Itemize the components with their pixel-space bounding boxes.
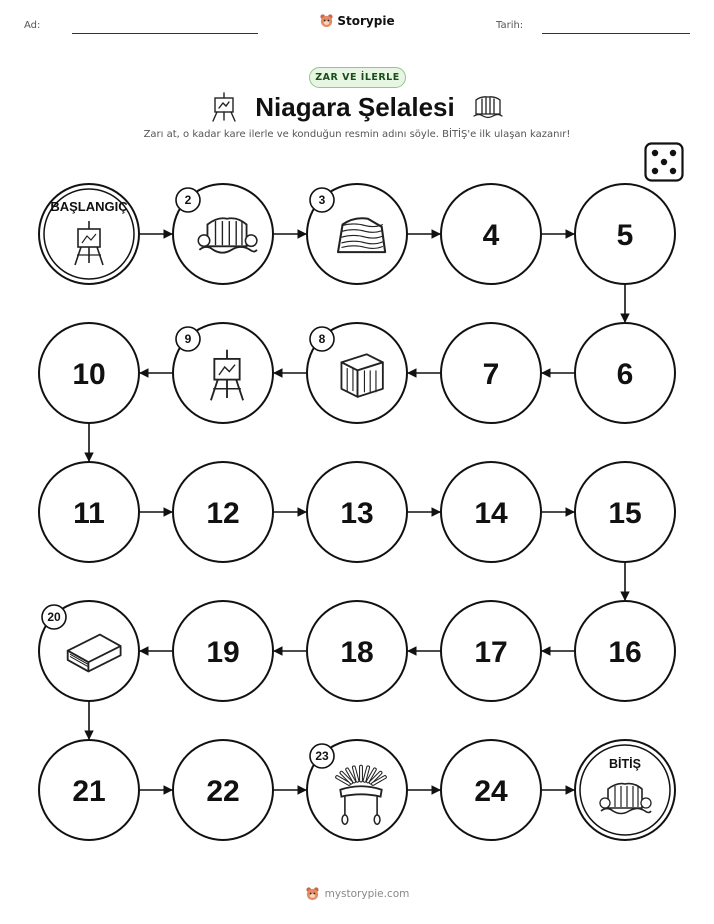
board-cell-3[interactable]: [307, 184, 407, 284]
date-label: Tarih:: [496, 20, 524, 31]
board-cell-23[interactable]: [307, 740, 407, 840]
cell-number: 9: [184, 332, 192, 346]
bear-mascot-icon: [319, 13, 334, 28]
cell-number: 14: [474, 497, 508, 530]
cell-number: 3: [318, 193, 326, 207]
cell-number: 18: [340, 636, 374, 669]
board-cell-22[interactable]: [173, 740, 273, 840]
board-cell-4[interactable]: [441, 184, 541, 284]
cell-number: 23: [315, 749, 329, 763]
board-cell-24[interactable]: [441, 740, 541, 840]
cell-number: 7: [482, 358, 500, 391]
cell-number: 12: [206, 497, 240, 530]
title-row: [0, 88, 714, 126]
game-type-badge: ZAR VE İLERLE: [309, 67, 406, 88]
cell-number: 22: [206, 775, 240, 808]
board-cell-6[interactable]: [575, 323, 675, 423]
brand-logo: [0, 13, 714, 28]
cell-number: 11: [73, 497, 105, 530]
cell-number: 21: [72, 775, 106, 808]
cell-number: 16: [608, 636, 642, 669]
board-cell-13[interactable]: [307, 462, 407, 562]
stone-block-icon: [341, 354, 382, 397]
cell-number: 4: [482, 219, 500, 252]
cell-number: 13: [340, 497, 374, 530]
cell-number: 17: [474, 636, 508, 669]
cell-number: 15: [608, 497, 642, 530]
board-cell-7[interactable]: [441, 323, 541, 423]
cell-number: 20: [47, 610, 61, 624]
brand-name: Storypie: [337, 13, 395, 28]
board-cell-21[interactable]: [39, 740, 139, 840]
board-cell-11[interactable]: [39, 462, 139, 562]
start-label: BAŞLANGIÇ: [50, 199, 128, 214]
board-cell-9[interactable]: [173, 323, 273, 423]
board-cell-12[interactable]: [173, 462, 273, 562]
board-cells: [39, 184, 675, 840]
finish-cell[interactable]: [575, 740, 675, 840]
board-cell-8[interactable]: [307, 323, 407, 423]
date-line[interactable]: [542, 33, 690, 34]
cell-number: 19: [206, 636, 240, 669]
easel-icon: [211, 92, 237, 122]
board-cell-19[interactable]: [173, 601, 273, 701]
bear-mascot-icon: [305, 886, 320, 901]
name-line[interactable]: [72, 33, 258, 34]
name-label: Ad:: [24, 20, 41, 31]
footer-url: mystorypie.com: [324, 887, 410, 900]
board-cell-14[interactable]: [441, 462, 541, 562]
cell-number: 2: [184, 193, 192, 207]
page-title: Niagara Şelalesi: [255, 91, 455, 122]
cell-number: 8: [318, 332, 326, 346]
instructions: Zarı at, o kadar kare ilerle ve konduğun resmin adını söyle. BİTİŞ'e ilk ulaşan kazanır!: [143, 129, 571, 140]
footer: [0, 886, 714, 901]
board-cell-2[interactable]: [173, 184, 273, 284]
waterfall-icon: [473, 94, 503, 120]
start-cell[interactable]: [39, 184, 139, 284]
finish-label: BİTİŞ: [609, 757, 641, 771]
board-cell-17[interactable]: [441, 601, 541, 701]
cell-number: 5: [616, 219, 634, 252]
cell-number: 6: [616, 358, 634, 391]
cell-number: 10: [72, 358, 106, 391]
board-cell-16[interactable]: [575, 601, 675, 701]
board-cell-5[interactable]: [575, 184, 675, 284]
board-cell-18[interactable]: [307, 601, 407, 701]
board-cell-10[interactable]: [39, 323, 139, 423]
board-cell-15[interactable]: [575, 462, 675, 562]
dice-five-icon[interactable]: [644, 142, 684, 182]
board-cell-20[interactable]: [39, 601, 139, 701]
cell-number: 24: [474, 775, 508, 808]
